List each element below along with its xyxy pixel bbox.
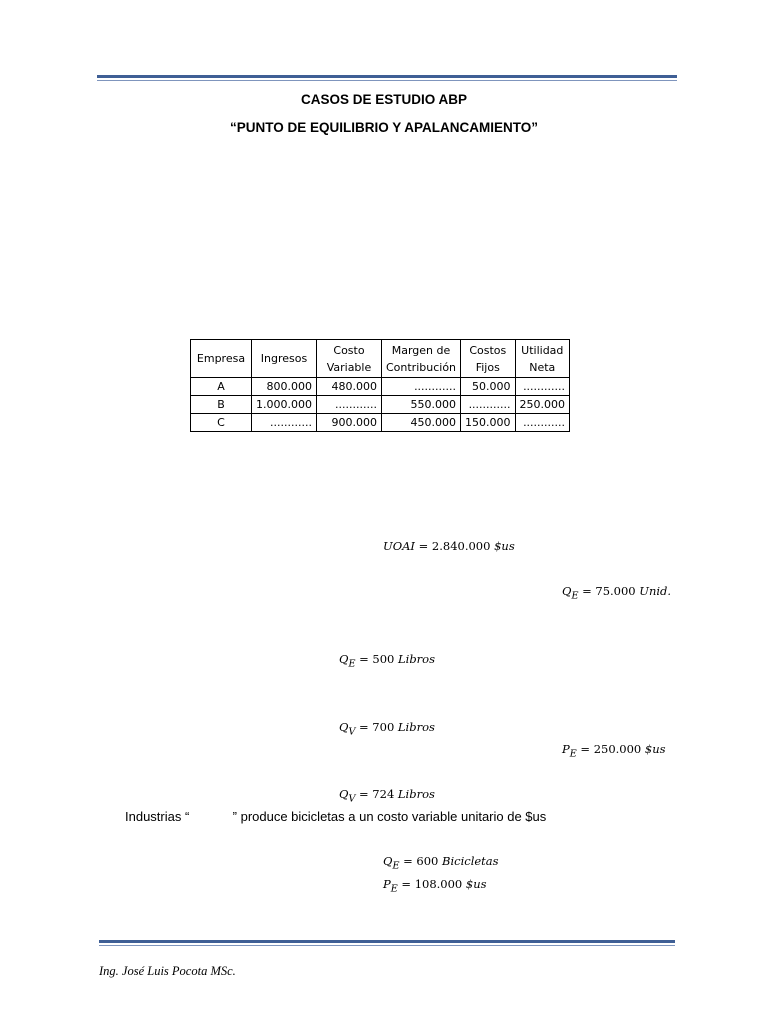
table-row [191,378,570,396]
column-header: Costos Fijos [461,340,516,378]
document-title: CASOS DE ESTUDIO ABP [300,92,468,107]
column-header: Costo Variable [316,340,381,378]
header-divider [97,75,677,81]
document-subtitle: “PUNTO DE EQUILIBRIO Y APALANCAMIENTO” [229,120,539,135]
bicycle-problem-text: Industrias “ ” produce bicicletas a un costo variable unitario de $us [125,809,547,824]
table-cell: A [191,378,252,396]
formula-sales-volume-724: $Q_V = 724$ Libros [339,787,435,805]
formula-break-even-price-108: $P_E = 108.000$ $us [383,877,487,895]
table-cell: 550.000 [381,396,460,414]
table-row [191,396,570,414]
table-cell: ............ [252,414,317,432]
column-header: Utilidad Neta [515,340,570,378]
table-cell: 450.000 [381,414,460,432]
footer-divider [99,940,675,946]
formula-break-even-units: $Q_E = 75.000$ Unid. [562,584,672,602]
table-cell: 900.000 [316,414,381,432]
table-cell: C [191,414,252,432]
companies-table [190,339,570,432]
table-row [191,414,570,432]
table-cell: 150.000 [461,414,516,432]
table-header-row [191,340,570,378]
table-cell: 480.000 [316,378,381,396]
formula-uoai: UOAI = 2.840.000 $us [383,539,515,553]
table-cell: 1.000.000 [252,396,317,414]
table-cell: 50.000 [461,378,516,396]
formula-break-even-books: $Q_E = 500$ Libros [339,652,435,670]
table-cell: ............ [461,396,516,414]
table-cell: 800.000 [252,378,317,396]
footer-author: Ing. José Luis Pocota MSc. [99,964,236,978]
table-cell: ............ [515,378,570,396]
column-header: Empresa [191,340,252,378]
formula-break-even-price-250: $P_E = 250.000$ $us [562,742,666,760]
formula-sales-volume-700: $Q_V = 700$ Libros [339,720,435,738]
table-cell: ............ [515,414,570,432]
column-header: Ingresos [252,340,317,378]
formula-break-even-bicycles: $Q_E = 600$ Bicicletas [383,854,499,872]
table-cell: ............ [381,378,460,396]
table-cell: 250.000 [515,396,570,414]
column-header: Margen de Contribución [381,340,460,378]
table-cell: B [191,396,252,414]
table-cell: ............ [316,396,381,414]
